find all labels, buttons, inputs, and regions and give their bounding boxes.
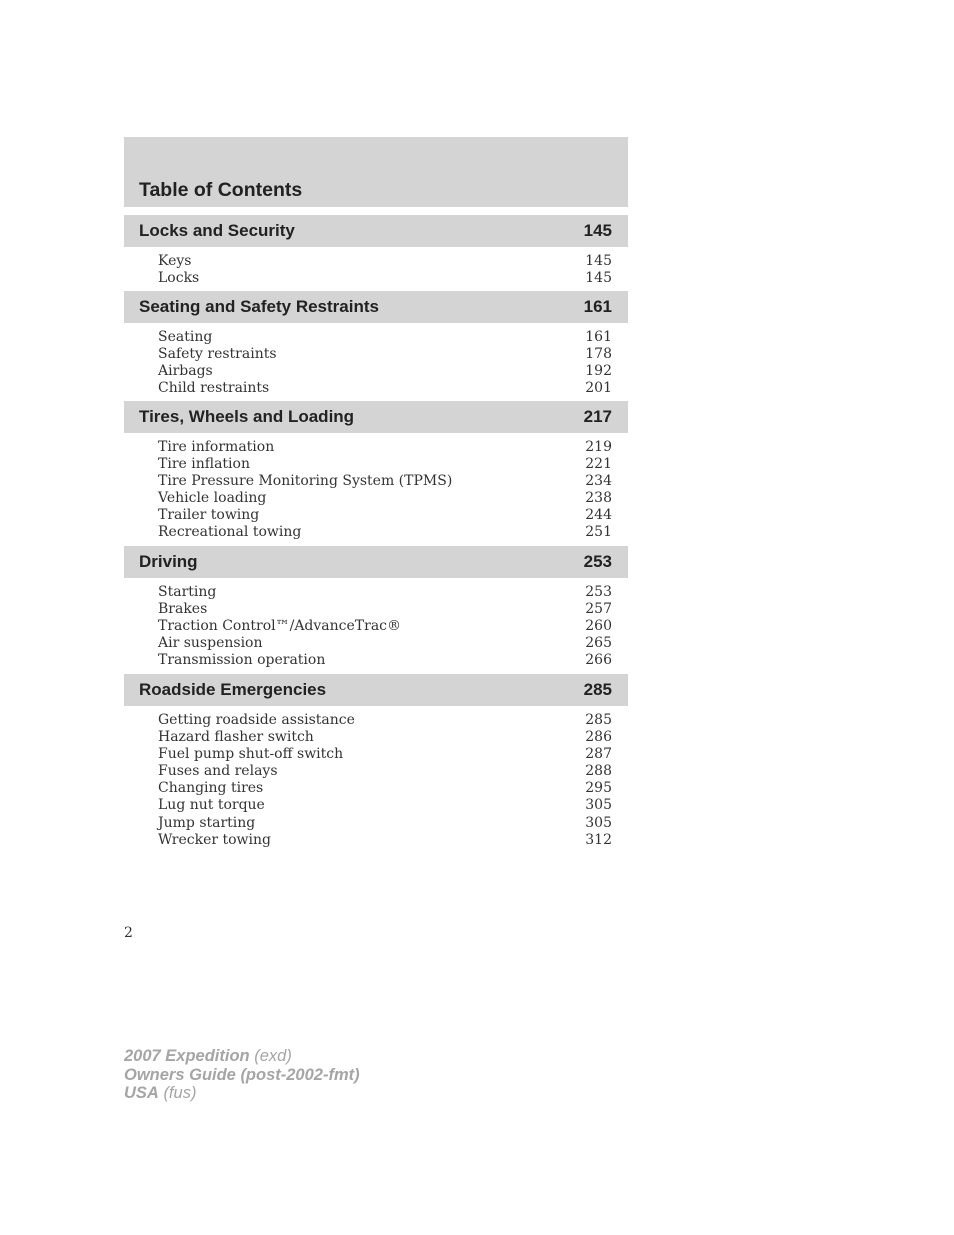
entry-page: 244 bbox=[585, 507, 612, 524]
entry-label: Tire Pressure Monitoring System (TPMS) bbox=[158, 473, 453, 490]
section-title: Seating and Safety Restraints bbox=[139, 297, 379, 316]
entry-label: Fuel pump shut-off switch bbox=[158, 746, 344, 763]
section-title: Roadside Emergencies bbox=[139, 680, 327, 699]
section-header-seating-and-safety-restraints bbox=[124, 291, 628, 323]
entry-label: Hazard flasher switch bbox=[158, 729, 314, 746]
entry-page: 305 bbox=[585, 797, 612, 814]
entry-label: Fuses and relays bbox=[158, 763, 278, 780]
section-title: Driving bbox=[139, 552, 198, 571]
toc-entry[interactable] bbox=[158, 652, 612, 669]
entry-page: 312 bbox=[585, 831, 612, 848]
toc-entry[interactable] bbox=[158, 601, 612, 618]
entry-label: Lug nut torque bbox=[158, 797, 265, 814]
toc-entry[interactable] bbox=[158, 439, 612, 456]
section-page: 217 bbox=[583, 407, 612, 426]
footer-market-code: (fus) bbox=[163, 1084, 197, 1102]
section-title: Tires, Wheels and Loading bbox=[139, 407, 355, 426]
entry-page: 234 bbox=[585, 473, 612, 490]
page-title: Table of Contents bbox=[139, 179, 303, 201]
entry-label: Child restraints bbox=[158, 380, 270, 397]
section-page: 161 bbox=[583, 297, 612, 316]
entry-page: 287 bbox=[585, 746, 612, 763]
toc-entry[interactable] bbox=[158, 797, 612, 814]
entry-page: 285 bbox=[585, 712, 612, 728]
section-title: Locks and Security bbox=[139, 221, 295, 240]
entry-page: 192 bbox=[585, 363, 612, 380]
entry-page: 265 bbox=[585, 635, 612, 652]
toc-entry[interactable] bbox=[158, 712, 612, 729]
toc-entry[interactable] bbox=[158, 832, 612, 849]
entry-page: 219 bbox=[585, 439, 612, 455]
toc-header bbox=[124, 137, 628, 207]
entry-label: Vehicle loading bbox=[158, 490, 267, 507]
footer-model-code: (exd) bbox=[254, 1047, 292, 1065]
toc-entry[interactable] bbox=[158, 618, 612, 635]
section-items-roadside-emergencies bbox=[158, 712, 612, 849]
entry-page: 201 bbox=[585, 380, 612, 397]
entry-label: Locks bbox=[158, 270, 200, 287]
entry-label: Starting bbox=[158, 584, 217, 600]
entry-page: 288 bbox=[585, 763, 612, 780]
entry-label: Brakes bbox=[158, 601, 208, 618]
entry-label: Changing tires bbox=[158, 780, 264, 797]
toc-entry[interactable] bbox=[158, 456, 612, 473]
entry-page: 238 bbox=[585, 490, 612, 507]
footer-market: USA bbox=[124, 1084, 159, 1102]
toc-entry[interactable] bbox=[158, 763, 612, 780]
entry-label: Traction Control™/AdvanceTrac® bbox=[158, 618, 402, 635]
section-items-locks-and-security bbox=[158, 253, 612, 287]
footer-guide: Owners Guide (post-2002-fmt) bbox=[124, 1065, 360, 1084]
page-number: 2 bbox=[124, 925, 133, 941]
entry-label: Recreational towing bbox=[158, 524, 302, 541]
toc-entry[interactable] bbox=[158, 635, 612, 652]
footer-line-3 bbox=[124, 1084, 360, 1103]
section-header-tires-wheels-and-loading bbox=[124, 401, 628, 433]
toc-entry[interactable] bbox=[158, 473, 612, 490]
section-items-driving bbox=[158, 584, 612, 669]
footer-line-2 bbox=[124, 1066, 360, 1085]
entry-page: 295 bbox=[585, 780, 612, 797]
section-header-driving bbox=[124, 546, 628, 578]
toc-entry[interactable] bbox=[158, 780, 612, 797]
entry-page: 178 bbox=[585, 346, 612, 363]
entry-label: Seating bbox=[158, 329, 213, 345]
toc-entry[interactable] bbox=[158, 363, 612, 380]
entry-page: 145 bbox=[585, 253, 612, 269]
entry-label: Air suspension bbox=[158, 635, 263, 652]
section-page: 145 bbox=[583, 221, 612, 240]
entry-page: 260 bbox=[585, 618, 612, 635]
section-page: 253 bbox=[583, 552, 612, 571]
entry-page: 145 bbox=[585, 270, 612, 287]
toc-entry[interactable] bbox=[158, 746, 612, 763]
entry-label: Tire inflation bbox=[158, 456, 250, 473]
entry-page: 253 bbox=[585, 584, 612, 600]
document-footer bbox=[124, 1047, 360, 1103]
entry-label: Jump starting bbox=[158, 814, 256, 831]
toc-entry[interactable] bbox=[158, 524, 612, 541]
entry-label: Wrecker towing bbox=[158, 831, 271, 848]
footer-model: 2007 Expedition bbox=[124, 1047, 250, 1065]
entry-label: Transmission operation bbox=[158, 652, 326, 669]
entry-page: 305 bbox=[585, 814, 612, 831]
toc-entry[interactable] bbox=[158, 815, 612, 832]
toc-entry[interactable] bbox=[158, 729, 612, 746]
entry-label: Airbags bbox=[158, 363, 213, 380]
footer-line-1 bbox=[124, 1047, 360, 1066]
toc-entry[interactable] bbox=[158, 329, 612, 346]
toc-entry[interactable] bbox=[158, 346, 612, 363]
entry-label: Safety restraints bbox=[158, 346, 277, 363]
toc-entry[interactable] bbox=[158, 507, 612, 524]
entry-label: Tire information bbox=[158, 439, 275, 455]
toc-entry[interactable] bbox=[158, 490, 612, 507]
entry-page: 221 bbox=[585, 456, 612, 473]
section-items-tires-wheels-and-loading bbox=[158, 439, 612, 542]
entry-page: 266 bbox=[585, 652, 612, 669]
toc-entry[interactable] bbox=[158, 253, 612, 270]
section-header-roadside-emergencies bbox=[124, 674, 628, 706]
toc-entry[interactable] bbox=[158, 270, 612, 287]
entry-page: 286 bbox=[585, 729, 612, 746]
section-items-seating-and-safety-restraints bbox=[158, 329, 612, 397]
section-header-locks-and-security bbox=[124, 215, 628, 247]
entry-page: 161 bbox=[585, 329, 612, 345]
toc-entry[interactable] bbox=[158, 584, 612, 601]
entry-page: 257 bbox=[585, 601, 612, 618]
section-page: 285 bbox=[583, 680, 612, 699]
toc-entry[interactable] bbox=[158, 380, 612, 397]
entry-label: Keys bbox=[158, 253, 192, 269]
entry-page: 251 bbox=[585, 524, 612, 541]
entry-label: Getting roadside assistance bbox=[158, 712, 355, 728]
entry-label: Trailer towing bbox=[158, 507, 260, 524]
